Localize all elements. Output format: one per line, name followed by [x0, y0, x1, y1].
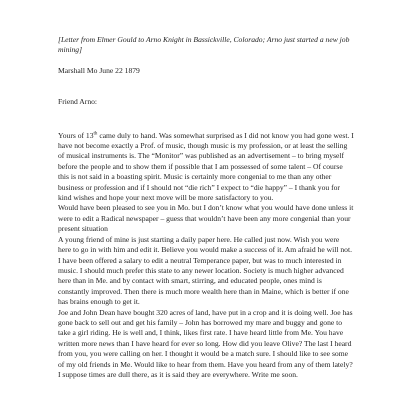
- paragraph-4: Joe and John Dean have bought 320 acres of land, have put in a crop and it is doing well. Joe has gone back to sell out and get his family – John has borrowed my mare and buggy and gone to take a girl riding. He is well and, I think, likes first rate. I have heard little from Me. You have written more news than I have heard for ever so long. How did you leave Olive? The last I heard from you, you were calling on her. I thought it would be a match sure. I should like to see some of my old friends in Me. Would like to hear from them. Have you heard from any of them lately? I suppose times are dull there, as it is said they are everywhere. Write me soon.: [58, 307, 353, 379]
- editorial-note: [Letter from Elmer Gould to Arno Knight in Bassickville, Colorado; Arno just started a new job mining]: [58, 35, 350, 55]
- paragraph-2: Would have been pleased to see you in Mo. but I don’t know what you would have done unless it were to edit a Radical newspaper – guess that wouldn’t have been any more congenial than your present situation: [58, 203, 354, 234]
- paragraph-1: [58, 131, 354, 204]
- letter-body: [58, 35, 354, 380]
- paragraph-1-text-start: Yours of 13: [58, 130, 94, 140]
- salutation: Friend Arno:: [58, 97, 98, 107]
- paragraph-1-text-rest: came duly to hand. Was somewhat surprised as I did not know you had gone west. I have not become exactly a Prof. of music, though music is my profession, or at least the selling of musical instruments is. The “Monitor” was published as an advertisement – to bring myself before the people and to show them if possible that I am possessed of some talent – Of course this is not said in a boasting spirit. Music is certainly more congenial to me than any other business or profession and if I should not “die rich” I expect to “die happy” – I thank you for kind wishes and hope your next move will be more satisfactory to you.: [58, 130, 354, 203]
- paragraph-3: A young friend of mine is just starting a daily paper here. He called just now. Wish you were here to go in with him and edit it. Believe you would make a success of it. Am afraid he will not. I have been offered a salary to edit a neutral Temperance paper, but was to much interested in music. I should much prefer this state to any newer location. Society is much higher advanced here than in Me. and by contact with smart, stirring, and educated people, ones mind is constantly improved. Then there is much more wealth here than in Maine, which is better if one has brains enough to get it.: [58, 234, 352, 307]
- dateline: Marshall Mo June 22 1879: [58, 65, 140, 75]
- ordinal-suffix: th: [93, 131, 98, 137]
